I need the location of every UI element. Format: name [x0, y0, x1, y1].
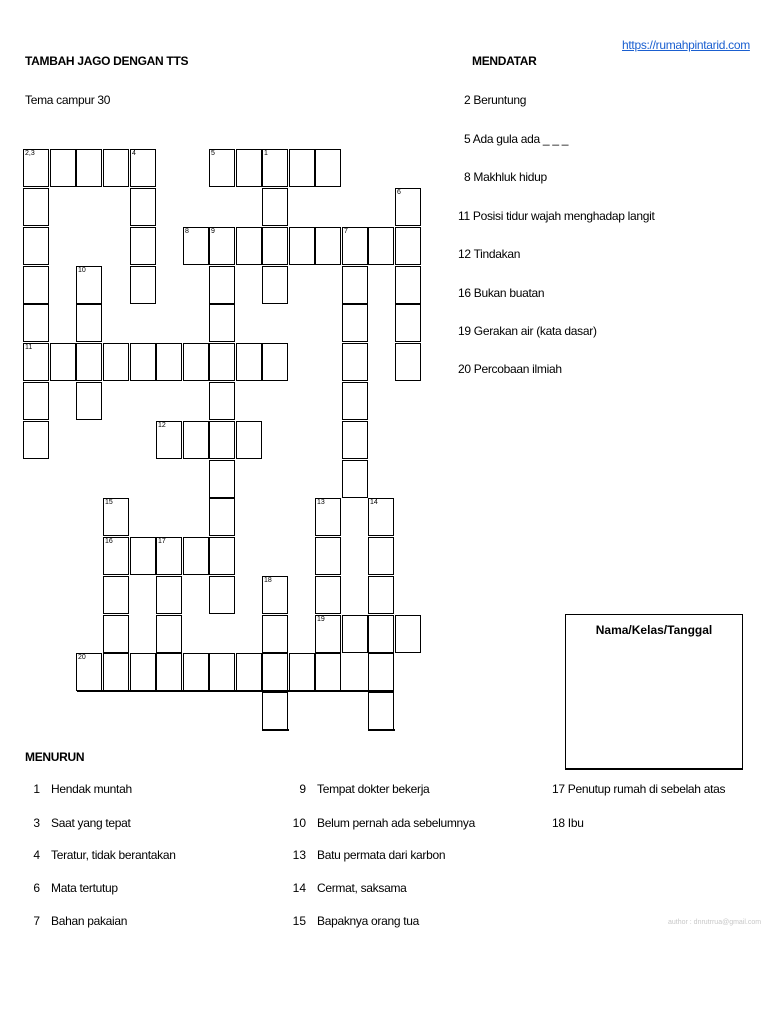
crossword-cell[interactable] — [156, 343, 182, 381]
clue-number: 18 — [264, 577, 272, 584]
crossword-cell[interactable] — [209, 149, 235, 187]
clue-number: 8 — [185, 228, 189, 235]
clue-number: 15 — [105, 499, 113, 506]
mendatar-heading: MENDATAR — [472, 54, 537, 68]
crossword-cell[interactable] — [236, 421, 262, 459]
clue-down-number: 13 — [292, 848, 306, 862]
crossword-cell[interactable] — [209, 498, 235, 536]
crossword-cell[interactable] — [368, 537, 394, 575]
clue-number: 4 — [132, 150, 136, 157]
crossword-cell[interactable] — [262, 227, 288, 265]
crossword-cell[interactable] — [262, 615, 288, 653]
crossword-cell[interactable] — [23, 382, 49, 420]
clue-down-number: 6 — [33, 881, 40, 895]
crossword-cell[interactable] — [156, 576, 182, 614]
crossword-cell[interactable] — [342, 421, 368, 459]
crossword-cell[interactable] — [23, 227, 49, 265]
name-class-date-box[interactable] — [565, 614, 743, 770]
crossword-cell[interactable] — [23, 343, 49, 381]
crossword-cell[interactable] — [395, 343, 421, 381]
clue-down-number: 14 — [292, 881, 306, 895]
grid-bottom-border — [368, 729, 395, 731]
crossword-cell[interactable] — [156, 615, 182, 653]
crossword-cell[interactable] — [130, 149, 156, 187]
clue-across: 8 Makhluk hidup — [464, 170, 547, 184]
crossword-cell[interactable] — [209, 421, 235, 459]
crossword-cell[interactable] — [183, 227, 209, 265]
clue-down: 17 Penutup rumah di sebelah atas — [552, 782, 726, 796]
clue-down-number: 4 — [33, 848, 40, 862]
crossword-cell[interactable] — [209, 266, 235, 304]
clue-number: 17 — [158, 538, 166, 545]
clue-down: Bapaknya orang tua — [317, 914, 420, 928]
crossword-cell[interactable] — [395, 227, 421, 265]
clue-down: Tempat dokter bekerja — [317, 782, 430, 796]
crossword-cell[interactable] — [262, 576, 288, 614]
grid-bottom-border — [77, 690, 394, 692]
crossword-cell[interactable] — [262, 188, 288, 226]
clue-down: Hendak muntah — [51, 782, 132, 796]
crossword-cell[interactable] — [342, 266, 368, 304]
crossword-cell[interactable] — [183, 343, 209, 381]
clue-down: Batu permata dari karbon — [317, 848, 446, 862]
worksheet-title: TAMBAH JAGO DENGAN TTS — [25, 54, 189, 68]
crossword-cell[interactable] — [130, 343, 156, 381]
crossword-cell[interactable] — [130, 266, 156, 304]
clue-number: 7 — [344, 228, 348, 235]
crossword-cell[interactable] — [342, 304, 368, 342]
crossword-cell[interactable] — [76, 149, 102, 187]
crossword-cell[interactable] — [130, 537, 156, 575]
crossword-cell[interactable] — [342, 227, 368, 265]
crossword-cell[interactable] — [23, 188, 49, 226]
crossword-cell[interactable] — [236, 343, 262, 381]
crossword-cell[interactable] — [368, 653, 394, 691]
crossword-cell[interactable] — [342, 460, 368, 498]
crossword-cell[interactable] — [23, 421, 49, 459]
crossword-cell[interactable] — [103, 537, 129, 575]
crossword-cell[interactable] — [236, 149, 262, 187]
crossword-cell[interactable] — [395, 266, 421, 304]
clue-number: 19 — [317, 616, 325, 623]
crossword-cell[interactable] — [262, 692, 288, 730]
crossword-cell[interactable] — [103, 149, 129, 187]
clue-number: 11 — [25, 344, 33, 351]
crossword-cell[interactable] — [103, 576, 129, 614]
crossword-cell[interactable] — [315, 537, 341, 575]
clue-down: Mata tertutup — [51, 881, 118, 895]
clue-across: 11 Posisi tidur wajah menghadap langit — [458, 209, 655, 223]
crossword-cell[interactable] — [76, 653, 102, 691]
crossword-cell[interactable] — [315, 653, 341, 691]
menurun-heading: MENURUN — [25, 750, 85, 764]
clue-across: 20 Percobaan ilmiah — [458, 362, 562, 376]
clue-down: Belum pernah ada sebelumnya — [317, 816, 476, 830]
crossword-cell[interactable] — [236, 227, 262, 265]
clue-down: Saat yang tepat — [51, 816, 131, 830]
crossword-cell[interactable] — [395, 188, 421, 226]
crossword-cell[interactable] — [262, 343, 288, 381]
crossword-cell[interactable] — [395, 304, 421, 342]
clue-across: 16 Bukan buatan — [458, 286, 545, 300]
clue-down-number: 1 — [33, 782, 40, 796]
crossword-cell[interactable] — [342, 382, 368, 420]
crossword-cell[interactable] — [103, 653, 129, 691]
clue-across: 12 Tindakan — [458, 247, 521, 261]
crossword-cell[interactable] — [368, 498, 394, 536]
clue-number: 2,3 — [25, 150, 35, 157]
crossword-cell[interactable] — [315, 149, 341, 187]
site-link[interactable]: https://rumahpintarid.com — [622, 38, 750, 52]
clue-down: Bahan pakaian — [51, 914, 128, 928]
crossword-cell[interactable] — [103, 343, 129, 381]
clue-number: 16 — [105, 538, 113, 545]
clue-down-number: 10 — [292, 816, 306, 830]
crossword-cell[interactable] — [315, 498, 341, 536]
crossword-cell[interactable] — [368, 692, 394, 730]
clue-across: 5 Ada gula ada _ _ _ — [464, 132, 569, 146]
crossword-cell[interactable] — [50, 343, 76, 381]
crossword-cell[interactable] — [156, 653, 182, 691]
crossword-cell[interactable] — [23, 149, 49, 187]
clue-number: 10 — [78, 267, 86, 274]
clue-number: 13 — [317, 499, 325, 506]
clue-down-number: 7 — [33, 914, 40, 928]
crossword-cell[interactable] — [103, 615, 129, 653]
crossword-cell[interactable] — [130, 188, 156, 226]
crossword-cell[interactable] — [156, 537, 182, 575]
crossword-cell[interactable] — [103, 498, 129, 536]
grid-bottom-border — [262, 729, 289, 731]
crossword-cell[interactable] — [289, 653, 315, 691]
clue-across: 19 Gerakan air (kata dasar) — [458, 324, 597, 338]
clue-number: 1 — [264, 150, 268, 157]
crossword-cell[interactable] — [209, 382, 235, 420]
crossword-cell[interactable] — [315, 576, 341, 614]
crossword-cell[interactable] — [262, 149, 288, 187]
crossword-cell[interactable] — [368, 576, 394, 614]
clue-number: 12 — [158, 422, 166, 429]
crossword-cell[interactable] — [76, 304, 102, 342]
crossword-cell[interactable] — [23, 266, 49, 304]
crossword-cell[interactable] — [395, 615, 421, 653]
clue-across: 2 Beruntung — [464, 93, 527, 107]
crossword-cell[interactable] — [289, 149, 315, 187]
crossword-cell[interactable] — [76, 266, 102, 304]
clue-down: Cermat, saksama — [317, 881, 407, 895]
clue-number: 6 — [397, 189, 401, 196]
crossword-cell[interactable] — [368, 227, 394, 265]
crossword-cell[interactable] — [183, 653, 209, 691]
crossword-cell[interactable] — [262, 266, 288, 304]
clue-down: 18 Ibu — [552, 816, 584, 830]
crossword-cell[interactable] — [368, 615, 394, 653]
crossword-cell[interactable] — [23, 304, 49, 342]
crossword-cell[interactable] — [156, 421, 182, 459]
crossword-cell[interactable] — [209, 653, 235, 691]
clue-down: Teratur, tidak berantakan — [51, 848, 176, 862]
crossword-cell[interactable] — [209, 304, 235, 342]
crossword-cell[interactable] — [130, 227, 156, 265]
clue-down-number: 15 — [292, 914, 306, 928]
crossword-cell[interactable] — [262, 653, 288, 691]
author-credit: author : dnrutrrua@gmail.com — [668, 919, 762, 926]
clue-number: 9 — [211, 228, 215, 235]
clue-down-number: 9 — [299, 782, 306, 796]
crossword-cell[interactable] — [183, 421, 209, 459]
crossword-cell[interactable] — [315, 227, 341, 265]
crossword-cell[interactable] — [209, 227, 235, 265]
crossword-cell[interactable] — [209, 537, 235, 575]
crossword-cell[interactable] — [209, 460, 235, 498]
clue-number: 14 — [370, 499, 378, 506]
crossword-cell[interactable] — [50, 149, 76, 187]
crossword-cell[interactable] — [209, 343, 235, 381]
crossword-cell[interactable] — [130, 653, 156, 691]
crossword-cell[interactable] — [342, 343, 368, 381]
crossword-cell[interactable] — [183, 537, 209, 575]
worksheet-subtitle: Tema campur 30 — [25, 93, 111, 107]
clue-number: 20 — [78, 654, 86, 661]
crossword-cell[interactable] — [315, 615, 341, 653]
clue-number: 5 — [211, 150, 215, 157]
name-box-label: Nama/Kelas/Tanggal — [595, 623, 713, 637]
crossword-cell[interactable] — [342, 615, 368, 653]
crossword-cell[interactable] — [76, 382, 102, 420]
crossword-cell[interactable] — [236, 653, 262, 691]
clue-down-number: 3 — [33, 816, 40, 830]
crossword-cell[interactable] — [289, 227, 315, 265]
crossword-cell[interactable] — [76, 343, 102, 381]
crossword-cell[interactable] — [209, 576, 235, 614]
